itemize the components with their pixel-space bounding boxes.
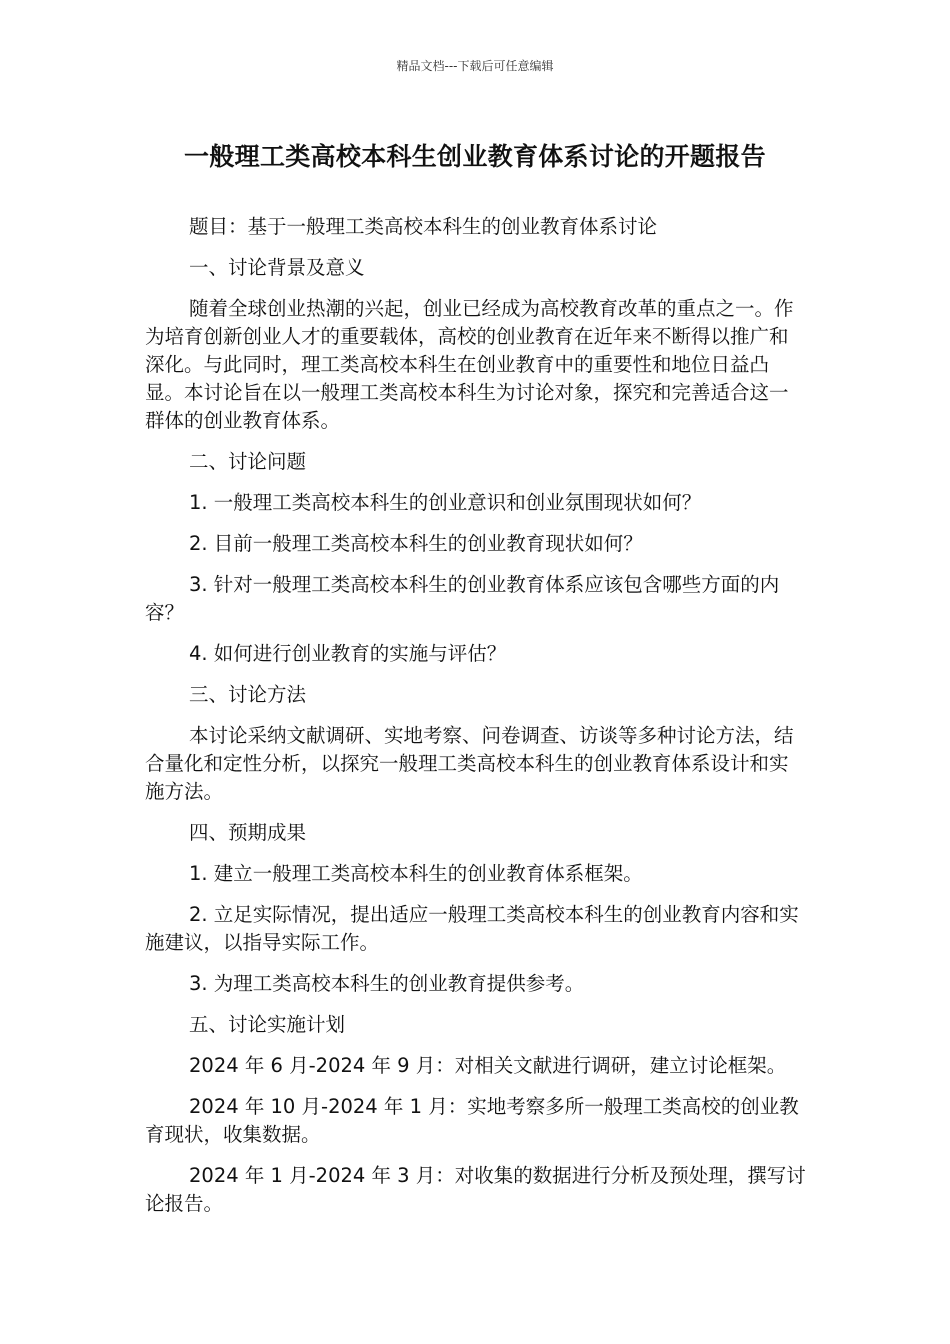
- question-item: 4. 如何进行创业教育的实施与评估？: [189, 642, 507, 665]
- page-header: 精品文档---下载后可任意编辑: [396, 59, 554, 73]
- section-heading-background: 一、讨论背景及意义: [189, 256, 365, 279]
- section-heading-methods: 三、讨论方法: [189, 683, 307, 706]
- outcome-item: 2. 立足实际情况，提出适应一般理工类高校本科生的创业教育内容和实施建议，以指导实际工作。: [145, 903, 799, 954]
- outcome-item: 3. 为理工类高校本科生的创业教育提供参考。: [189, 972, 585, 995]
- question-item: 1. 一般理工类高校本科生的创业意识和创业氛围现状如何？: [189, 491, 702, 514]
- section-heading-plan: 五、讨论实施计划: [189, 1013, 346, 1036]
- document-body: [145, 213, 807, 1231]
- background-paragraph: 随着全球创业热潮的兴起，创业已经成为高校教育改革的重点之一。作为培育创新创业人才的重要载体，高校的创业教育在近年来不断得以推广和深化。与此同时，理工类高校本科生在创业教育中的重要性和地位日益凸显。本讨论旨在以一般理工类高校本科生为讨论对象，探究和完善适合这一群体的创业教育体系。: [145, 297, 794, 432]
- topic-line: 题目：基于一般理工类高校本科生的创业教育体系讨论: [189, 215, 658, 238]
- section-heading-questions: 二、讨论问题: [189, 450, 307, 473]
- outcome-item: 1. 建立一般理工类高校本科生的创业教育体系框架。: [189, 862, 643, 885]
- question-item: 2. 目前一般理工类高校本科生的创业教育现状如何？: [189, 532, 643, 555]
- plan-item: 2024 年 6 月-2024 年 9 月：对相关文献进行调研，建立讨论框架。: [189, 1054, 787, 1077]
- methods-paragraph: 本讨论采纳文献调研、实地考察、问卷调查、访谈等多种讨论方法，结合量化和定性分析，以探究一般理工类高校本科生的创业教育体系设计和实施方法。: [145, 724, 794, 803]
- document-title: 一般理工类高校本科生创业教育体系讨论的开题报告: [184, 142, 766, 171]
- question-item: 3. 针对一般理工类高校本科生的创业教育体系应该包含哪些方面的内容？: [145, 573, 780, 624]
- section-heading-outcomes: 四、预期成果: [189, 821, 307, 844]
- plan-item: 2024 年 1 月-2024 年 3 月：对收集的数据进行分析及预处理，撰写讨论报告。: [145, 1164, 806, 1215]
- plan-item: 2024 年 10 月-2024 年 1 月：实地考察多所一般理工类高校的创业教育现状，收集数据。: [145, 1095, 799, 1146]
